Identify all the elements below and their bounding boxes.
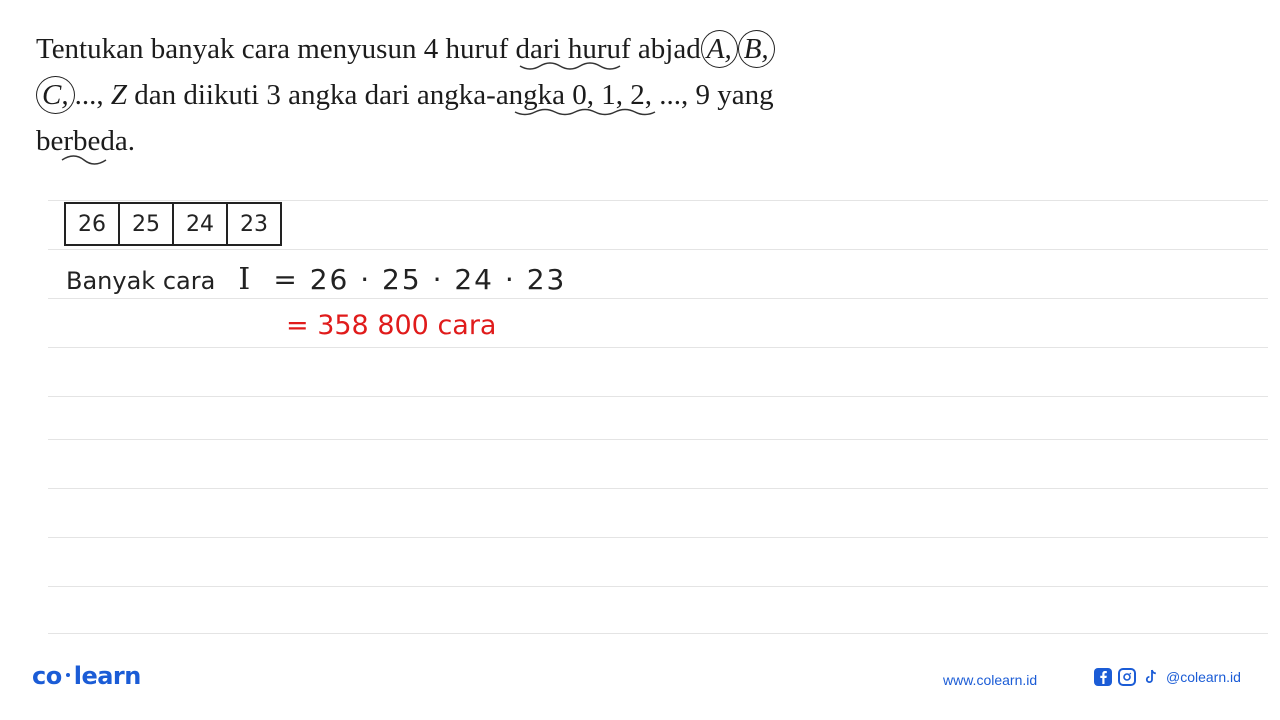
work-row-2 [286,310,496,341]
ruled-line [48,396,1268,397]
slot-box: 26 [66,204,120,244]
underline-squiggle [0,0,1280,180]
social-links [1094,668,1241,686]
question-line-2-text: dan diikuti 3 angka dari angka-angka 0, 1, 2, ..., 9 yang [134,79,774,111]
ruled-line [48,586,1268,587]
roman-numeral: I [238,262,251,297]
ruled-line [48,347,1268,348]
ruled-line [48,249,1268,250]
ruled-line [48,488,1268,489]
slot-box: 25 [120,204,174,244]
letter-z: Z [110,79,127,111]
ruled-line [48,537,1268,538]
underline-4-huruf [520,63,620,69]
website-link[interactable]: www.colearn.id [943,672,1038,688]
colearn-logo [32,662,141,690]
circled-letter-b: B, [738,30,775,68]
circled-letter-a: A, [701,30,738,68]
final-answer: = 358 800 cara [286,310,497,341]
circled-letter-c: C, [36,76,75,114]
slot-box: 23 [228,204,282,244]
work-label: Banyak cara [66,267,216,295]
letter-slot-boxes [64,202,282,246]
ruled-line [48,633,1268,634]
ruled-line [48,200,1268,201]
ruled-line [48,439,1268,440]
ruled-line [48,298,1268,299]
ellipsis: ..., [74,79,104,111]
tiktok-icon[interactable] [1142,668,1160,686]
question-line-1-text: Tentukan banyak cara menyusun 4 huruf dari huruf abjad [36,33,701,65]
logo-dot-icon [66,673,70,677]
logo-learn: learn [73,662,141,690]
facebook-icon[interactable] [1094,668,1112,686]
logo-co: co [32,662,62,690]
work-row-1 [66,262,566,297]
underline-berbeda [62,156,106,164]
slot-box: 24 [174,204,228,244]
work-expression: = 26 · 25 · 24 · 23 [273,263,567,296]
underline-angka [515,110,655,115]
instagram-icon[interactable] [1118,668,1136,686]
social-handle[interactable]: @colearn.id [1166,669,1241,685]
question-line-3-text: berbeda. [36,125,136,157]
